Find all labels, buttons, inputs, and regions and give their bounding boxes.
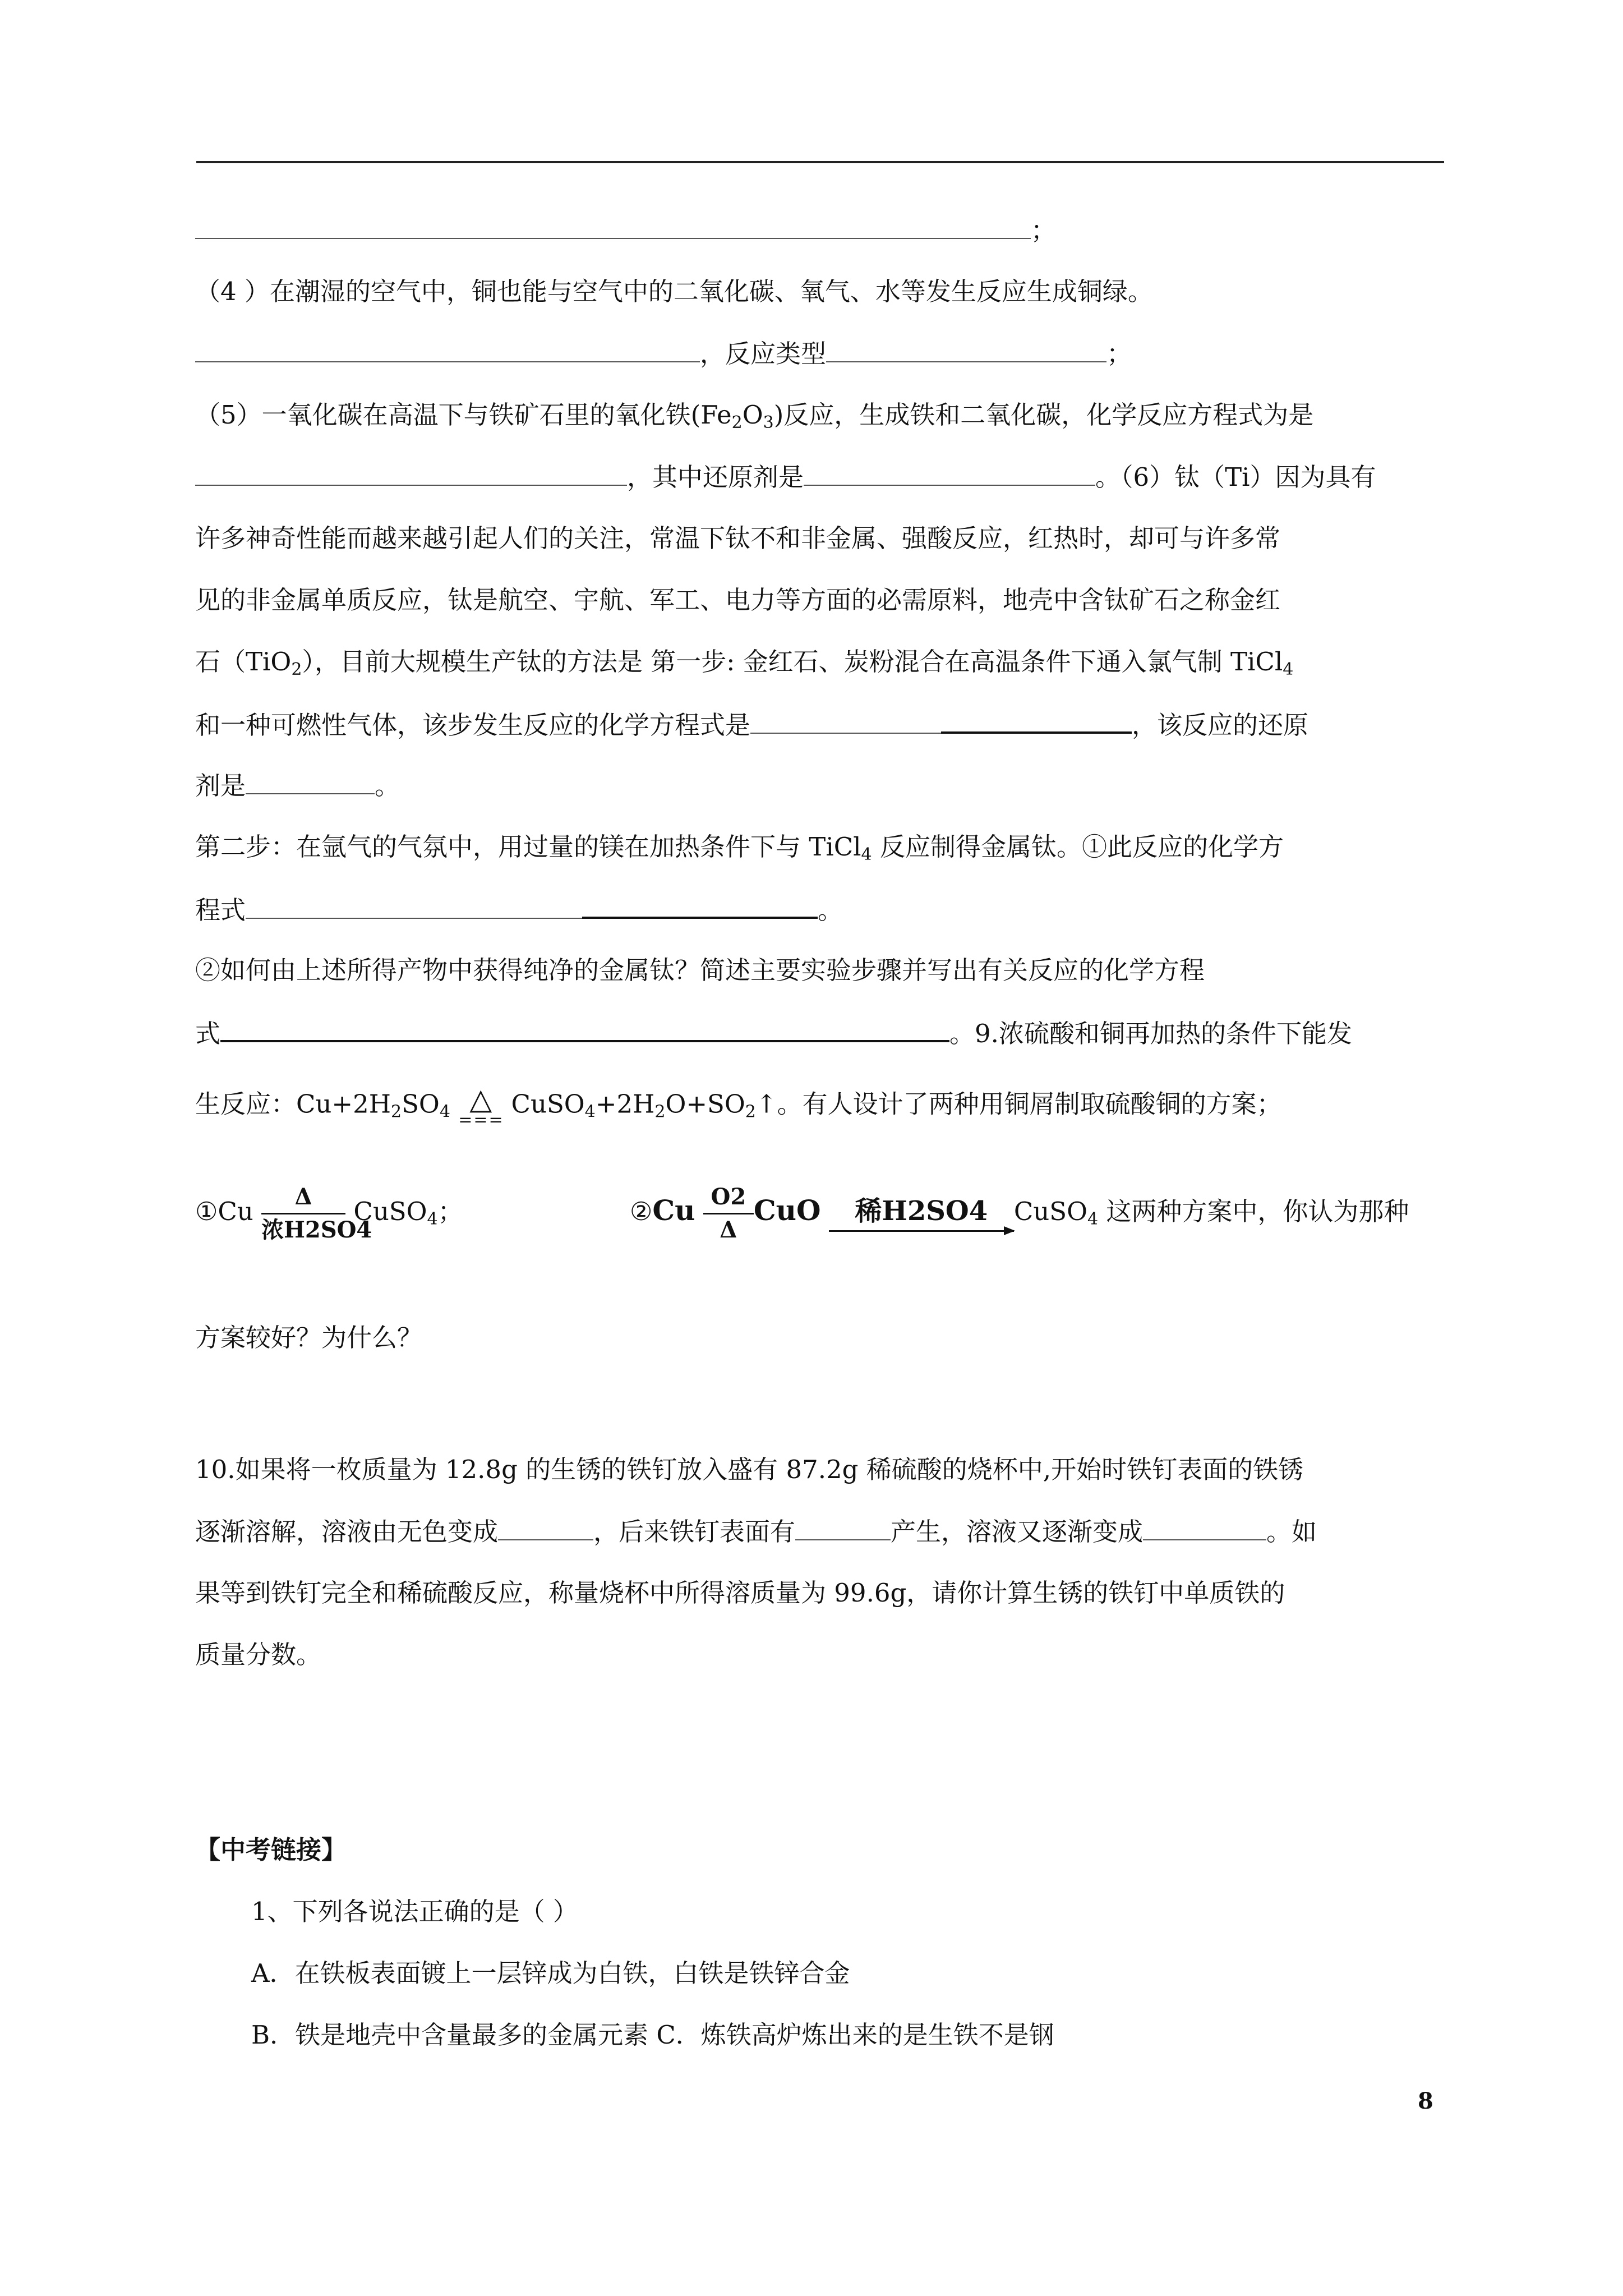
text: 第二步：在氩气的气氛中，用过量的镁在加热条件下与 TiCl [195, 832, 861, 862]
answer-blank[interactable] [195, 460, 627, 486]
text: A．在铁板表面镀上一层锌成为白铁，白铁是铁锌合金 [251, 1958, 850, 1988]
question-6-line-6 [195, 769, 1446, 803]
heating-equals-sign [458, 1083, 504, 1130]
text: 产生，溶液又逐渐变成 [891, 1517, 1144, 1547]
question-6-line-5 [195, 707, 1446, 742]
text: ），目前大规模生产钛的方法是 第一步: 金红石、炭粉混合在高温条件下通入氯气制 TiCl [302, 647, 1283, 677]
question-6-line-3 [195, 583, 1446, 617]
condition-rule [703, 1213, 754, 1214]
question-6-line-2 [195, 522, 1446, 555]
section-title [195, 1833, 1446, 1867]
text: 式 [195, 1019, 221, 1048]
subscript: 2 [391, 1102, 402, 1122]
text: )反应，生成铁和二氧化碳，化学反应方程式为是 [773, 400, 1314, 430]
text: （4 ）在潮湿的空气中，铜也能与空气中的二氧化碳、氧气、水等发生反应生成铜绿。 [195, 277, 1153, 306]
question-6-line-4 [195, 645, 1446, 679]
subscript: 4 [427, 1209, 438, 1229]
subscript: 4 [584, 1102, 596, 1122]
text: 。 [818, 895, 843, 925]
text: O+SO [665, 1089, 745, 1119]
reagent-label: O2 [711, 1184, 746, 1210]
text: +2H [595, 1089, 655, 1119]
question-5-text [195, 398, 1446, 432]
text: 程式 [195, 895, 246, 925]
text: ，后来铁钉表面有 [593, 1517, 796, 1547]
question-10-line-3 [195, 1576, 1446, 1610]
text: 1、下列各说法正确的是（ ） [251, 1897, 578, 1926]
question-4-text [195, 275, 1446, 309]
step-2-question-2 [195, 954, 1446, 987]
text: 石（TiO [195, 647, 292, 677]
question-10-line-2 [195, 1515, 1446, 1549]
subscript: 2 [731, 413, 743, 432]
answer-blank[interactable] [1143, 1515, 1266, 1540]
subscript: 4 [439, 1102, 450, 1122]
text: （5）一氧化碳在高温下与铁矿石里的氧化铁(Fe [195, 400, 732, 430]
text: 许多神奇性能而越来越引起人们的关注，常温下钛不和非金属、强酸反应，红热时，却可与许多常 [195, 523, 1281, 553]
answer-blank[interactable] [220, 1015, 949, 1042]
text: 反应制得金属钛。①此反应的化学方 [872, 832, 1284, 862]
punctuation: ； [437, 1197, 463, 1226]
text: ①Cu [195, 1197, 253, 1226]
question-9-equation-line [195, 1083, 1446, 1130]
subscript: 2 [654, 1102, 666, 1122]
answer-blank[interactable] [582, 892, 818, 919]
answer-blank[interactable] [195, 213, 1031, 239]
step-2-line-1 [195, 830, 1446, 864]
header-rule [196, 161, 1444, 163]
reagent-label: 浓H2SO4 [261, 1217, 372, 1243]
text: Cu [652, 1194, 695, 1227]
step-2-line-2 [195, 892, 1446, 927]
question-9-end [195, 1321, 1446, 1355]
text: 见的非金属单质反应，钛是航空、宇航、军工、电力等方面的必需原料，地壳中含钛矿石之称金红 [195, 585, 1281, 615]
text: 。（6）钛（Ti）因为具有 [1095, 462, 1376, 492]
subscript: 2 [745, 1102, 756, 1122]
text: 。 [375, 771, 400, 800]
subscript: 4 [1283, 660, 1294, 679]
subscript: 4 [861, 845, 872, 864]
step-2-question-2-answer-line [195, 1015, 1446, 1051]
reaction-arrow [829, 1195, 1014, 1232]
text: 【中考链接】 [195, 1835, 347, 1865]
text: ，反应类型 [700, 339, 827, 369]
text: ↑。有人设计了两种用铜屑制取硫酸铜的方案； [755, 1089, 1282, 1119]
equals-symbol: === [458, 1110, 504, 1130]
option-a [251, 1957, 1429, 1990]
text: SO [402, 1089, 440, 1119]
text: 10.如果将一枚质量为 12.8g 的生锈的铁钉放入盛有 87.2g 稀硫酸的烧杯中,开始时铁钉表面的铁锈 [195, 1455, 1304, 1484]
section-question-1 [251, 1895, 1429, 1929]
heat-symbol: △ [469, 1083, 492, 1116]
text: ，其中还原剂是 [627, 462, 804, 492]
arrow-shaft [829, 1230, 1014, 1232]
text: ②如何由上述所得产物中获得纯净的金属钛？简述主要实验步骤并写出有关反应的化学方程 [195, 955, 1205, 985]
answer-blank[interactable] [498, 1515, 593, 1540]
text: 果等到铁钉完全和稀硫酸反应，称量烧杯中所得溶质量为 99.6g，请你计算生锈的铁钉中单质铁的 [195, 1578, 1285, 1608]
subscript: 3 [763, 413, 774, 432]
question-5-answer-line [195, 460, 1446, 494]
text: 。9.浓硫酸和铜再加热的条件下能发 [949, 1019, 1352, 1048]
text: 生反应：Cu+2H [195, 1089, 391, 1119]
text: ② [630, 1197, 653, 1226]
text: CuSO [353, 1197, 427, 1226]
answer-blank[interactable] [941, 707, 1132, 734]
text: CuO [753, 1194, 821, 1227]
text: CuSO [1013, 1197, 1087, 1226]
answer-blank[interactable] [804, 460, 1095, 486]
answer-blank[interactable] [246, 893, 582, 919]
answer-blank[interactable] [826, 337, 1106, 362]
heat-symbol: Δ [720, 1217, 737, 1243]
reagent-label: 稀H2SO4 [855, 1195, 988, 1227]
text: 质量分数。 [195, 1640, 322, 1669]
question-10-line-4 [195, 1638, 1446, 1672]
subscript: 2 [291, 660, 302, 679]
text: B．铁是地壳中含量最多的金属元素 C．炼铁高炉炼出来的是生铁不是钢 [251, 2020, 1054, 2050]
condition-rule [261, 1213, 345, 1214]
text: 这两种方案中，你认为那种 [1098, 1197, 1409, 1226]
text: ，该反应的还原 [1132, 710, 1309, 740]
text: O [742, 400, 763, 430]
text: 方案较好？为什么？ [195, 1323, 423, 1352]
answer-blank-line [195, 213, 1446, 247]
scheme-2-condition [703, 1184, 754, 1244]
text: CuSO [503, 1089, 585, 1119]
punctuation: ； [1106, 339, 1132, 369]
question-10-line-1 [195, 1453, 1446, 1487]
answer-blank[interactable] [795, 1515, 891, 1540]
answer-blank[interactable] [195, 337, 700, 362]
scheme-2 [630, 1184, 1449, 1244]
scheme-1-condition [261, 1184, 372, 1244]
answer-blank[interactable] [750, 708, 941, 734]
page-number: 8 [1418, 2088, 1433, 2114]
question-4-answer-line [195, 337, 1446, 371]
answer-blank[interactable] [246, 769, 375, 794]
text: 剂是 [195, 771, 246, 800]
text: 和一种可燃性气体，该步发生反应的化学方程式是 [195, 710, 751, 740]
subscript: 4 [1087, 1209, 1099, 1229]
heat-symbol: Δ [294, 1184, 312, 1210]
punctuation: ； [1031, 215, 1057, 245]
text: 逐渐溶解，溶液由无色变成 [195, 1517, 499, 1547]
option-b-c [251, 2018, 1429, 2052]
text: 。如 [1266, 1517, 1317, 1547]
